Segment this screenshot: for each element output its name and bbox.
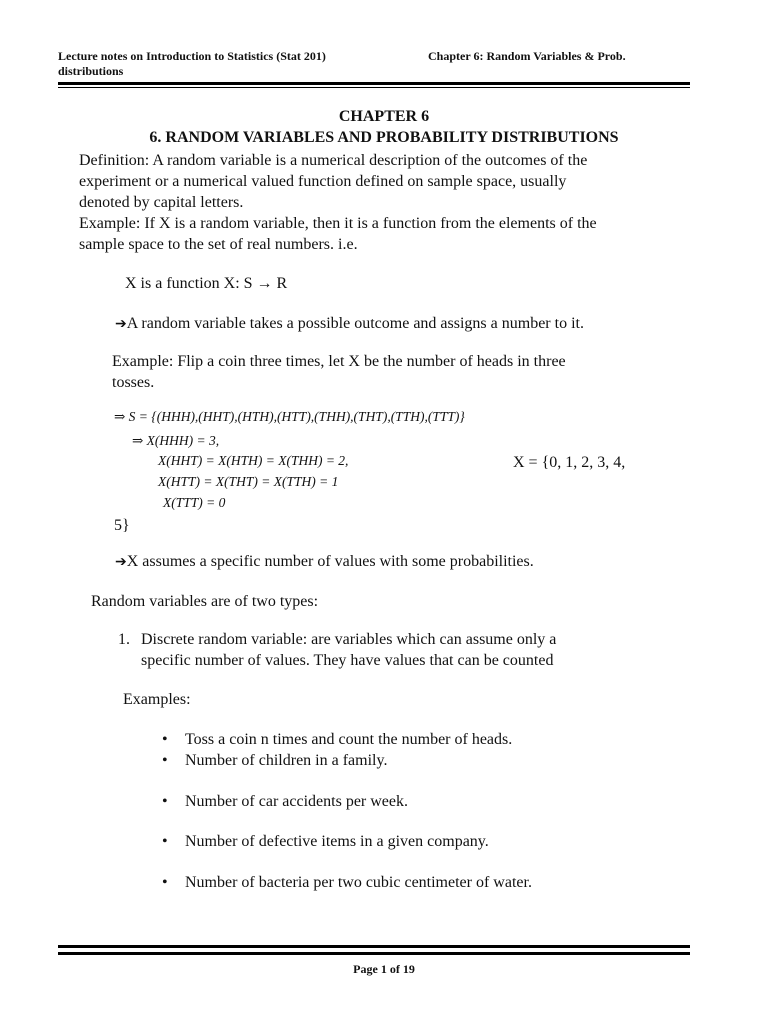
bullet-icon: • (162, 833, 168, 850)
list-item: • Number of children in a family. (162, 752, 388, 769)
example-line: Example: If X is a random variable, then it is a function from the elements of the (79, 215, 597, 232)
equation-x-one-head: X(HTT) = X(THT) = X(TTH) = 1 (158, 474, 339, 489)
definition-paragraph (79, 150, 597, 255)
right-arrow-icon: ➔ (115, 317, 127, 332)
header-course-title-continued: distributions (58, 64, 124, 78)
header-course-title: Lecture notes on Introduction to Statistics (Stat 201) (58, 49, 326, 63)
example-line: sample space to the set of real numbers. i.e. (79, 236, 358, 253)
arrow-note-values (115, 551, 534, 573)
chapter-number: CHAPTER 6 (338, 108, 430, 125)
bullet-icon: • (162, 752, 168, 769)
header-chapter-label: Chapter 6: Random Variables & Prob. (428, 49, 626, 63)
definition-line: experiment or a numerical valued function defined on sample space, usually (79, 173, 567, 190)
list-item: • Number of bacteria per two cubic centimeter of water. (162, 874, 532, 891)
function-statement: X is a function X: S → R (125, 275, 288, 292)
page-number: Page 1 of 19 (353, 962, 415, 976)
examples-label: Examples: (123, 691, 191, 708)
arrow-note-outcome (115, 313, 584, 335)
footer-rule-thick (58, 945, 690, 948)
definition-line: Definition: A random variable is a numerical description of the outcomes of the (79, 152, 588, 169)
x-values-set-continued: 5} (114, 517, 130, 534)
list-item: • Number of car accidents per week. (162, 793, 408, 810)
equation-x-ttt: X(TTT) = 0 (163, 495, 226, 510)
bullet-icon: • (162, 793, 168, 810)
coin-example-line: tosses. (112, 374, 155, 391)
right-arrow-icon: ➔ (115, 555, 127, 570)
sample-space-equation: ⇒ S = {(HHH),(HHT),(HTH),(HTT),(THH),(THT),(TTH),(TTT)} (114, 409, 465, 424)
x-values-set: X = {0, 1, 2, 3, 4, (513, 454, 626, 471)
coin-example (112, 351, 566, 393)
list-item: • Toss a coin n times and count the number of heads. (162, 731, 513, 748)
arrow-note-text: X assumes a specific number of values with some probabilities. (126, 553, 534, 570)
bullet-icon: • (162, 731, 168, 748)
definition-line: denoted by capital letters. (79, 194, 244, 211)
types-intro: Random variables are of two types: (91, 593, 319, 610)
equation-x-two-heads: X(HHT) = X(HTH) = X(THH) = 2, (158, 453, 349, 468)
bullet-icon: • (162, 874, 168, 891)
discrete-definition-line: specific number of values. They have values that can be counted (141, 652, 554, 669)
header-rule-thin (58, 87, 690, 88)
footer-rule-thick (58, 952, 690, 955)
discrete-definition-line: Discrete random variable: are variables which can assume only a (141, 631, 557, 648)
equation-x-hhh: ⇒ X(HHH) = 3, (132, 433, 220, 448)
coin-example-line: Example: Flip a coin three times, let X be the number of heads in three (112, 353, 566, 370)
type-number: 1. (118, 631, 130, 648)
discrete-definition (141, 629, 556, 671)
chapter-title: 6. RANDOM VARIABLES AND PROBABILITY DISTRIBUTIONS (149, 129, 619, 146)
list-item: • Number of defective items in a given company. (162, 833, 489, 850)
header-rule-thick (58, 82, 690, 85)
arrow-note-text: A random variable takes a possible outcome and assigns a number to it. (126, 315, 584, 332)
